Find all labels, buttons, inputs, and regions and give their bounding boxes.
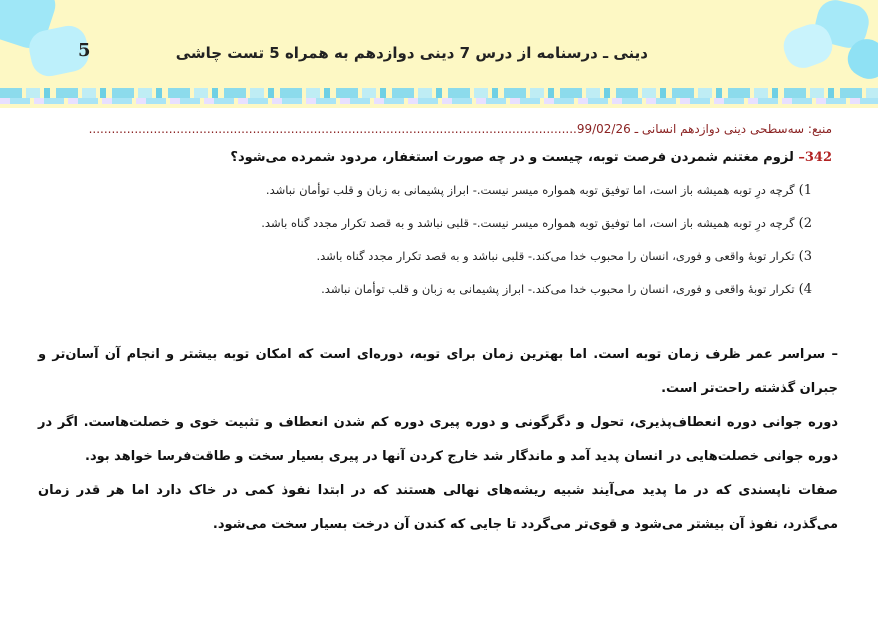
decorative-stripes-secondary	[0, 98, 878, 104]
option-number: 4)	[798, 282, 812, 297]
question-number: 342–	[798, 150, 832, 165]
page-number: 5	[78, 40, 91, 61]
answer-paragraph: – سراسر عمر ظرف زمان توبه است. اما بهترین زمان برای توبه، دوره‌ای است که امکان توبه بیشتر و انجام آن آسان‌تر و جبران گذشته راحت‌تر است.	[38, 347, 838, 396]
option-2[interactable]	[52, 213, 812, 246]
page-title: دینی ـ درسنامه از درس 7 دینی دوازدهم به همراه 5 تست چاشی	[175, 44, 648, 62]
source-dots: ................................................................................................................................	[88, 122, 577, 136]
answer-paragraph: صفات ناپسندی که در ما پدید می‌آیند شبیه ریشه‌های نهالی هستند که در ابتدا نفوذ کمی در خاک دارد اما هر قدر زمان می‌گذرد، نفوذ آن بیشتر می‌شود و قوی‌تر می‌گردد تا جایی که کندن آن درخت بسیار سخت می‌شود.	[38, 483, 838, 532]
answer-explanation	[38, 338, 838, 542]
option-number: 3)	[798, 249, 812, 264]
source-label: منبع: سه‌سطحی دینی دوازدهم انسانی ـ 99/02/26	[576, 122, 832, 136]
option-text: گرچه درِ توبه همیشه باز است، اما توفیق توبه همواره میسر نیست.- ابراز پشیمانی به زبان و قلب توأمان نباشد.	[265, 183, 795, 197]
option-number: 2)	[798, 216, 812, 231]
option-3[interactable]	[52, 246, 812, 279]
option-1[interactable]	[52, 180, 812, 213]
option-text: گرچه درِ توبه همیشه باز است، اما توفیق توبه همواره میسر نیست.- قلبی نباشد و به قصد تکرار مجدد گناه باشد.	[261, 216, 795, 230]
answer-paragraph: دوره جوانی دوره انعطاف‌پذیری، تحول و دگرگونی و دوره پیری دوره کم شدن انعطاف و تثبیت خوی و خصلت‌هاست. اگر در دوره جوانی خصلت‌هایی در انسان پدید آمد و ماندگار شد خارج کردن آنها در پیری بسیار سخت و طاقت‌فرسا خواهد بود.	[38, 415, 838, 464]
question-text: لزوم مغتنم شمردن فرصت توبه، چیست و در چه صورت استغفار، مردود شمرده می‌شود؟	[230, 150, 799, 165]
page-header	[0, 0, 878, 108]
option-number: 1)	[798, 183, 812, 198]
option-text: تکرار توبهٔ واقعی و فوری، انسان را محبوب خدا می‌کند.- ابراز پشیمانی به زبان و قلب توأمان نباشد.	[321, 282, 795, 296]
option-4[interactable]	[52, 279, 812, 312]
source-line	[42, 122, 832, 136]
option-text: تکرار توبهٔ واقعی و فوری، انسان را محبوب خدا می‌کند.- قلبی نباشد و به قصد تکرار مجدد گناه باشد.	[316, 249, 795, 263]
question	[42, 150, 832, 165]
options-list	[52, 180, 812, 312]
